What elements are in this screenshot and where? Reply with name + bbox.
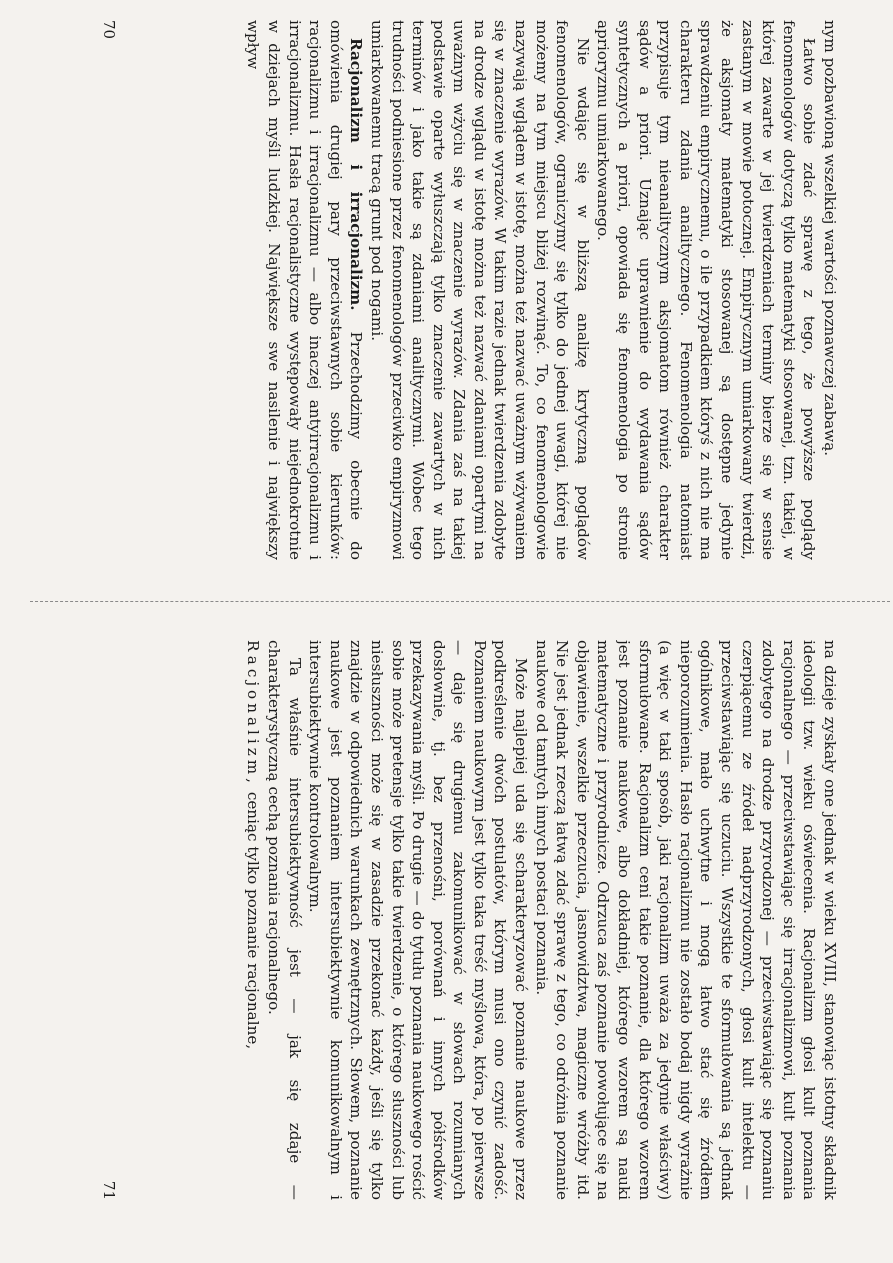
paragraph: nym pozbawioną wszelkiej wartości poznawczej zabawą. — [821, 20, 839, 457]
page-fold-line — [30, 601, 890, 602]
section-heading: Racjonalizm i irracjonalizm. — [347, 38, 366, 311]
page-right — [100, 640, 840, 1200]
paragraph: ceniąc tylko poznanie racjonalne, — [244, 791, 263, 1050]
paragraph: Nie wdając się w bliższą analizę krytyczną poglądów fenomenologów, ograniczymy się tylko do jednej uwagi, której nie możemy na tym miejscu bliżej rozwinąć. To, co fenomenologowie nazywają wglądem w istotę, można też nazwać uważnym wżywaniem się w znaczenie wyrazów. W takim razie jednak twierdzenia zdobyte na drodze wglądu w istotę można też nazwać zdaniami opartymi na uważnym wżyciu się w znaczenie wyrazów. Zdania zaś na takiej podstawie oparte wyłuszczają tylko znaczenie zawartych w nich terminów i jako takie są zdaniami analitycznymi. Wobec tego trudności podniesione przez fenomenologów przeciwko empiryzmowi umiarkowanemu tracą grunt pod nogami. — [367, 20, 592, 560]
page-right-text — [134, 640, 840, 1200]
page-left-text — [134, 20, 840, 560]
paragraph: Może najlepiej uda się scharakteryzować poznanie naukowe przez podkreślenie dwóch postulatów, którym musi ono czynić zadość. Poznaniem naukowym jest tylko taka treść myślowa, która, po pierwsze — daje się drugiemu zakomunikować w słowach rozumianych dosłownie, tj. bez przenośni, porównań i innych półśrodków przekazywania myśli. Po drugie — do tytułu poznania naukowego rościć sobie może pretensje tylko takie twierdzenie, o którego słuszności lub niesłuszności może się w zasadzie przekonać każdy, jeśli się tylko znajdzie w odpowiednich warunkach zewnętrznych. Słowem, poznanie naukowe jest poznaniem intersubiektywnie komunikowalnym i intersubiektywnie kontrolowalnym. — [306, 640, 531, 1200]
spaced-term: Racjonalizm, — [244, 640, 263, 787]
paragraph: Łatwo sobie zdać sprawę z tego, że powyższe poglądy fenomenologów dotyczą tylko matematyki stosowanej, tzn. takiej, w której zawarte w jej twierdzeniach terminy bierze się w sensie zastanym w mowie potocznej. Empirycznym umiarkowany twierdzi, że aksjomaty matematyki stosowanej są dostępne jedynie sprawdzeniu empirycznemu, o ile przypadkiem któryś z nich nie ma charakteru zdania analitycznego. Fenomenologia natomiast przypisuje tym nieanalitycznym aksjomatom również charakter sądów a priori. Uznając uprawnienie do wydawania sądów syntetycznych a priori, opowiada się fenomenologia po stronie aprioryzmu umiarkowanego. — [594, 20, 819, 560]
page-number: 70 — [100, 20, 118, 40]
paragraph: na dzieje zyskały one jednak w wieku XVIII, stanowiąc istotny składnik ideologii tzw. wieku oświecenia. Racjonalizm głosi kult poznania racjonalnego — przeciwstawiając się irracjonalizmowi, kult poznania zdobytego na drodze przyrodzonej — przeciwstawiając się poznaniu czerpiącemu ze źródeł nadprzyrodzonych, głosi kult intelektu — przeciwstawiając się uczuciu. Wszystkie te sformułowania są jednak ogólnikowe, mało uchwytne i mogą łatwo stać się źródłem nieporozumienia. Hasło racjonalizmu nie zostało bodaj nigdy wyrażnie (a więc w taki sposób, jaki racjonalizm uważa za jedynie właściwy) sformułowane. Racjonalizm ceni takie poznanie, dla którego wzorem jest poznanie naukowe, albo dokładniej, którego wzorem są nauki matematyczne i przyrodnicze. Odrzuca zaś poznanie powołujące się na objawienie, wszelkie przeczucia, jasnowidztwa, magiczne wróżby itd. Nie jest jednak rzeczą łatwą zdać sprawę z tego, co odróżnia poznanie naukowe od tamtych innych postaci poznania. — [532, 640, 839, 1200]
paragraph: Ta właśnie intersubiektywność jest — jak się zdaje — charakterystyczną cechą poznania racjonalnego. — [264, 640, 304, 1200]
paragraph: Przechodzimy obecnie do omówienia drugiej pary przeciwstawnych sobie kierunków: racjonalizmu i irracjonalizmu — albo inaczej antyirracjonalizmu i irracjonalizmu. Hasła racjonalistyczne występowały niejednokrotnie w dziejach myśli ludzkiej. Największe swe nasilenie i największy wpływ — [244, 20, 366, 560]
page-left — [100, 20, 840, 560]
page-number: 71 — [100, 1180, 118, 1200]
